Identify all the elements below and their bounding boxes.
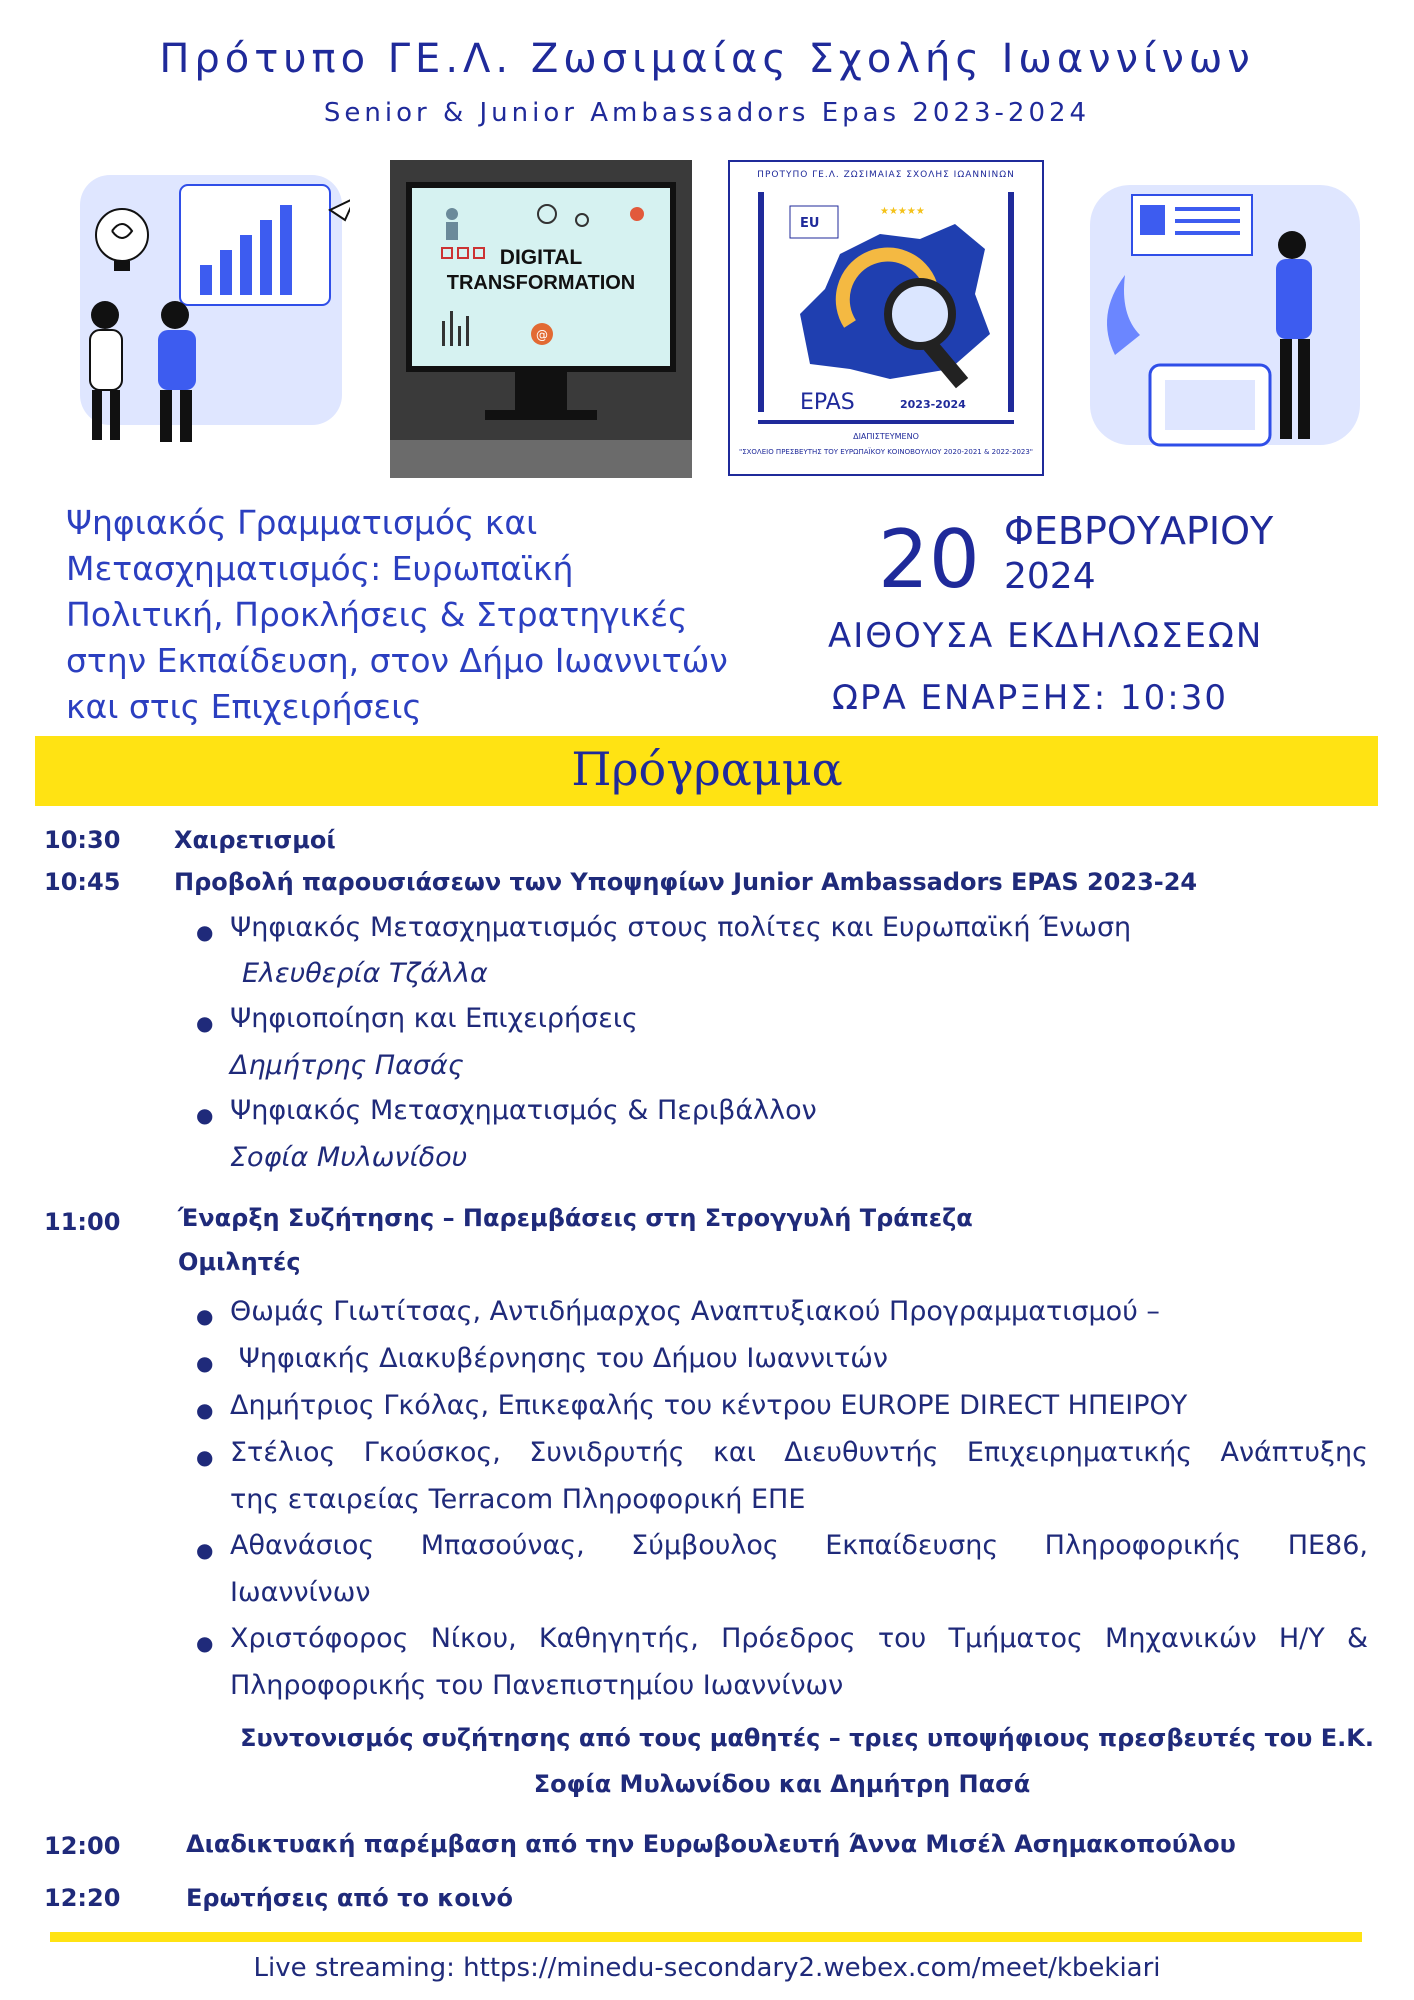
monitor-screen	[406, 182, 676, 372]
live-streaming-link[interactable]: Live streaming: https://minedu-secondary2.webex.com/meet/kbekiari	[253, 1953, 1161, 1983]
logo-accredited: ΔΙΑΠΙΣΤΕΥΜΕΝΟ	[853, 432, 919, 441]
page-subtitle: Senior & Junior Ambassadors Epas 2023-2024	[323, 98, 1091, 128]
schedule-time: 12:20	[44, 1884, 121, 1912]
footer-divider	[50, 1932, 1362, 1942]
bullet-icon: ●	[196, 1351, 214, 1375]
svg-text:@: @	[536, 328, 548, 342]
event-year: 2024	[1004, 556, 1096, 597]
speaker-entry-continued: Ιωαννίνων	[230, 1577, 371, 1608]
event-venue: ΑΙΘΟΥΣΑ ΕΚΔΗΛΩΣΕΩΝ	[828, 616, 1264, 656]
monitor-stand	[515, 372, 567, 412]
page-title: Πρότυπο ΓΕ.Λ. Ζωσιμαίας Σχολής Ιωαννίνων	[159, 36, 1255, 82]
schedule-time: 12:00	[44, 1832, 121, 1860]
speaker-entry: Θωμάς Γιωτίτσας, Αντιδήμαρχος Αναπτυξιακού Προγραμματισμού –	[230, 1296, 1160, 1327]
analytics-illustration	[60, 165, 350, 455]
logo-eu-label: EU	[800, 216, 820, 231]
bullet-icon: ●	[196, 1304, 214, 1328]
logo-ambassador-text: "ΣΧΟΛΕΙΟ ΠΡΕΣΒΕΥΤΗΣ ΤΟΥ ΕΥΡΩΠΑΪΚΟΥ ΚΟΙΝΟΒΟΥΛΙΟΥ 2020-2021 & 2022-2023"	[738, 448, 1034, 456]
logo-bottom-bar	[758, 420, 1014, 424]
speaker-entry-continued: της εταιρείας Terracom Πληροφορική ΕΠΕ	[230, 1484, 806, 1515]
presentation-speaker: Δημήτρης Πασάς	[230, 1050, 464, 1081]
bullet-icon: ●	[196, 1011, 214, 1035]
monitor-text-1: DIGITAL	[499, 246, 583, 269]
web-design-illustration	[1080, 175, 1370, 465]
bullet-icon: ●	[196, 1398, 214, 1422]
topic-line: Πολιτική, Προκλήσεις & Στρατηγικές	[66, 595, 688, 634]
speaker-entry: Αθανάσιος Μπασούνας, Σύμβουλος Εκπαίδευσης Πληροφορικής ΠΕ86,	[230, 1530, 1368, 1561]
event-topic	[66, 500, 806, 730]
monitor-base	[485, 410, 597, 420]
monitor-icons	[422, 196, 662, 366]
presentation-speaker: Σοφία Μυλωνίδου	[230, 1142, 468, 1173]
speaker-entry: Δημήτριος Γκόλας, Επικεφαλής του κέντρου EUROPE DIRECT ΗΠΕΙΡΟΥ	[230, 1390, 1188, 1421]
schedule-time: 10:45	[44, 868, 121, 896]
event-day: 20	[878, 513, 980, 606]
logo-border-left	[758, 192, 764, 412]
bullet-icon: ●	[196, 1445, 214, 1469]
schedule-time: 10:30	[44, 826, 121, 854]
logo-school-name: ΠΡΟΤΥΠΟ ΓΕ.Λ. ΖΩΣΙΜΑΙΑΣ ΣΧΟΛΗΣ ΙΩΑΝΝΙΝΩΝ	[757, 170, 1015, 180]
presentation-speaker: Ελευθερία Τζάλλα	[242, 958, 488, 989]
bullet-icon: ●	[196, 920, 214, 944]
speaker-entry: Ψηφιακής Διακυβέρνησης του Δήμου Ιωαννιτών	[230, 1343, 888, 1374]
schedule-title: Προβολή παρουσιάσεων των Υποψηφίων Junior Ambassadors EPAS 2023-24	[174, 868, 1198, 896]
presentation-topic: Ψηφιακός Μετασχηματισμός στους πολίτες και Ευρωπαϊκή Ένωση	[230, 912, 1132, 943]
logo-border-right	[1008, 192, 1014, 412]
bullet-icon: ●	[196, 1631, 214, 1655]
coordination-note: Σοφία Μυλωνίδου και Δημήτρη Πασά	[533, 1770, 1031, 1798]
topic-line: και στις Επιχειρήσεις	[66, 687, 422, 726]
speaker-entry-continued: Πληροφορικής του Πανεπιστημίου Ιωαννίνων	[230, 1670, 844, 1701]
topic-line: στην Εκπαίδευση, στον Δήμο Ιωαννιτών	[66, 641, 728, 680]
desk	[390, 440, 692, 478]
monitor-text-2: TRANSFORMATION	[446, 272, 636, 294]
logo-years-label: 2023-2024	[900, 398, 966, 411]
bullet-icon: ●	[196, 1538, 214, 1562]
speakers-label: Ομιλητές	[178, 1248, 301, 1276]
presentation-topic: Ψηφιακός Μετασχηματισμός & Περιβάλλον	[230, 1095, 817, 1126]
schedule-title: Διαδικτυακή παρέμβαση από την Ευρωβουλευτή Άννα Μισέλ Ασημακοπούλου	[186, 1830, 1236, 1858]
coordination-note: Συντονισμός συζήτησης από τους μαθητές – τριες υποψήφιους πρεσβευτές του Ε.Κ.	[240, 1724, 1374, 1752]
schedule-title: Ερωτήσεις από το κοινό	[186, 1884, 514, 1912]
speaker-entry: Χριστόφορος Νίκου, Καθηγητής, Πρόεδρος του Τμήματος Μηχανικών Η/Υ &	[230, 1623, 1368, 1654]
event-start-time: ΩΡΑ ΕΝΑΡΞΗΣ: 10:30	[832, 678, 1229, 718]
event-month: ΦΕΒΡΟΥΑΡΙΟΥ	[1004, 509, 1274, 553]
epas-logo	[728, 160, 1044, 476]
schedule-time: 11:00	[44, 1208, 121, 1236]
schedule-title: Χαιρετισμοί	[174, 826, 336, 854]
program-title: Πρόγραμμα	[571, 742, 843, 796]
logo-epas-label: EPAS	[800, 390, 855, 415]
topic-line: Ψηφιακός Γραμματισμός και	[66, 503, 538, 542]
svg-text:★★★★★: ★★★★★	[880, 206, 925, 217]
presentation-topic: Ψηφιοποίηση και Επιχειρήσεις	[230, 1003, 638, 1034]
bullet-icon: ●	[196, 1103, 214, 1127]
digital-transformation-photo	[390, 160, 692, 478]
speaker-entry: Στέλιος Γκούσκος, Συνιδρυτής και Διευθυντής Επιχειρηματικής Ανάπτυξης	[230, 1437, 1368, 1468]
topic-line: Μετασχηματισμός: Ευρωπαϊκή	[66, 549, 574, 588]
schedule-title: Έναρξη Συζήτησης – Παρεμβάσεις στη Στρογγυλή Τράπεζα	[178, 1204, 973, 1232]
